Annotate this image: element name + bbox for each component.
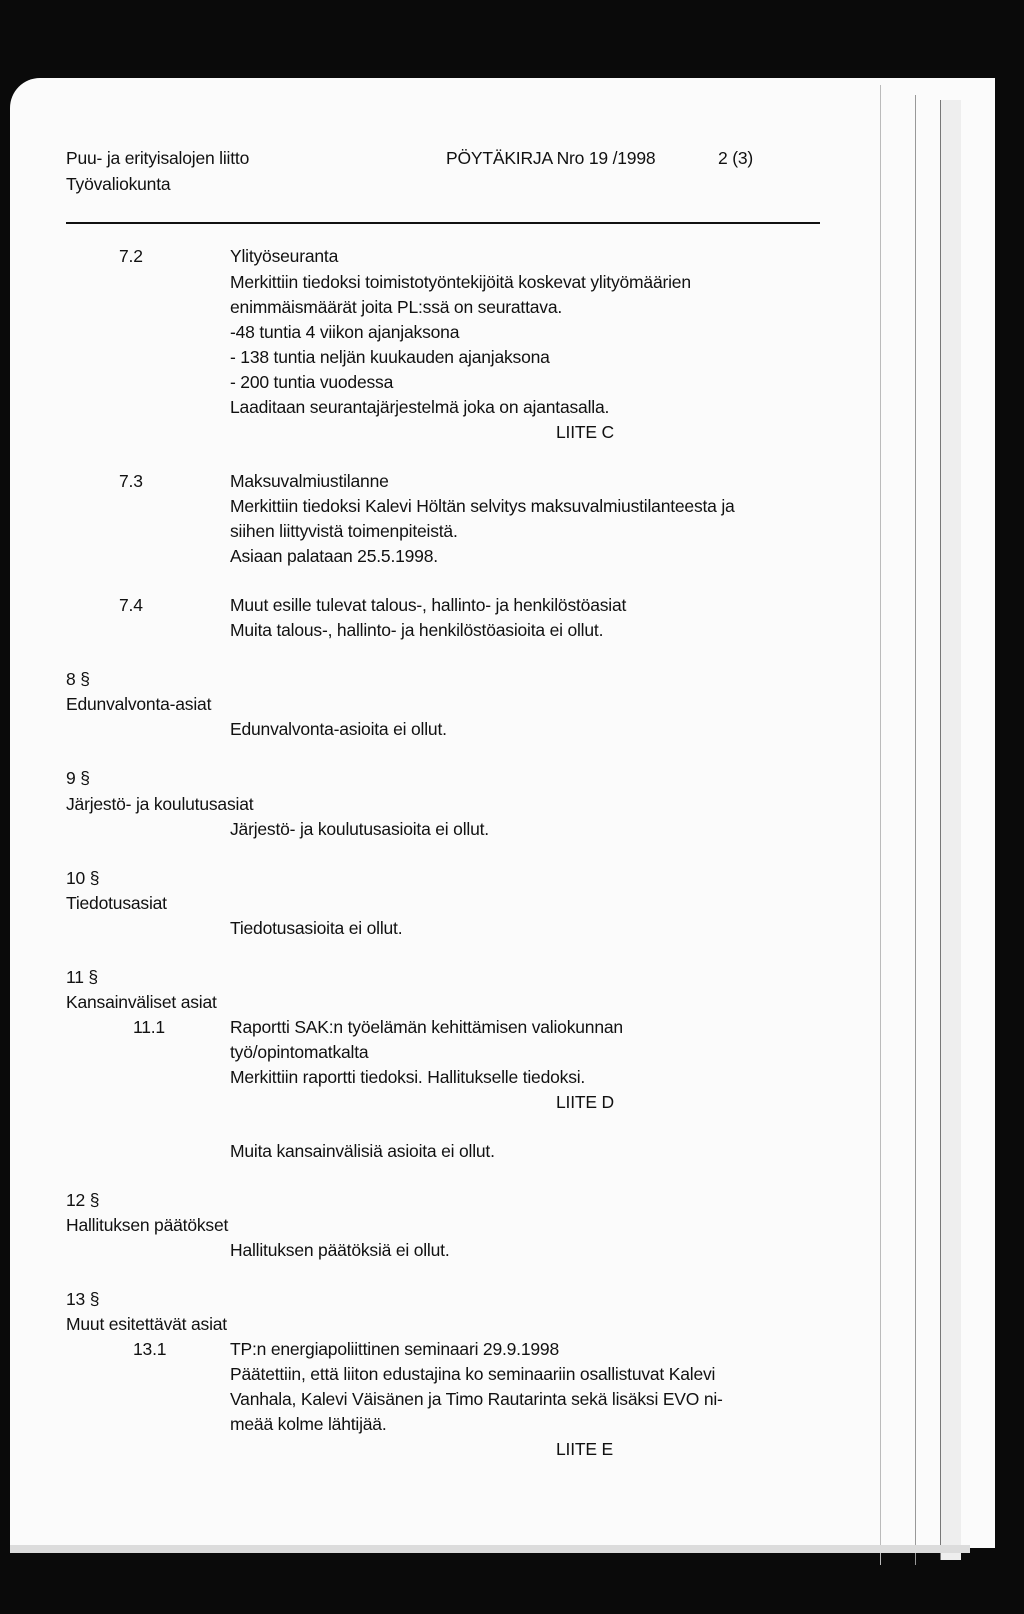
paragraph-number: 9 § [66, 768, 90, 788]
body-line: Laaditaan seurantajärjestelmä joka on ajantasalla. [230, 397, 610, 417]
section-title: TP:n energiapoliittinen seminaari 29.9.1998 [230, 1339, 559, 1359]
body-line: Muita talous-, hallinto- ja henkilöstöasioita ei ollut. [230, 620, 604, 640]
body-line: - 138 tuntia neljän kuukauden ajanjaksona [230, 347, 550, 367]
paragraph-number: 13 § [66, 1289, 100, 1309]
paragraph-number: 10 § [66, 868, 100, 888]
paragraph-title: Tiedotusasiat [66, 893, 167, 913]
paragraph-title: Hallituksen päätökset [66, 1215, 229, 1235]
paragraph-title: Muut esitettävät asiat [66, 1314, 227, 1334]
body-line: Päätettiin, että liiton edustajina ko seminaariin osallistuvat Kalevi [230, 1364, 716, 1384]
body-line: Muita kansainvälisiä asioita ei ollut. [230, 1141, 495, 1161]
body-line: meää kolme lähtijää. [230, 1414, 387, 1434]
attachment-ref: LIITE C [556, 422, 614, 442]
body-line: Merkittiin tiedoksi toimistotyöntekijöitä koskevat ylityömäärien [230, 272, 691, 292]
section-title: Raportti SAK:n työelämän kehittämisen valiokunnan [230, 1017, 623, 1037]
body-line: Tiedotusasioita ei ollut. [230, 918, 403, 938]
body-line: siihen liittyvistä toimenpiteistä. [230, 521, 458, 541]
page-edge [940, 100, 961, 1560]
body-line: Merkittiin tiedoksi Kalevi Höltän selvitys maksuvalmiustilanteesta ja [230, 496, 735, 516]
page-number: 2 (3) [718, 148, 753, 168]
paragraph-number: 11 § [66, 967, 98, 987]
org-name: Puu- ja erityisalojen liitto [66, 148, 250, 168]
attachment-ref: LIITE D [556, 1092, 614, 1112]
body-line: Hallituksen päätöksiä ei ollut. [230, 1240, 450, 1260]
section-number: 13.1 [133, 1339, 167, 1359]
body-line: - 200 tuntia vuodessa [230, 372, 394, 392]
paragraph-number: 12 § [66, 1190, 100, 1210]
paragraph-title: Järjestö- ja koulutusasiat [66, 794, 254, 814]
section-title: Maksuvalmiustilanne [230, 471, 389, 491]
body-line: Järjestö- ja koulutusasioita ei ollut. [230, 819, 489, 839]
section-number: 7.3 [119, 471, 143, 491]
header-divider [66, 222, 820, 224]
committee-name: Työvaliokunta [66, 174, 171, 194]
body-line: Merkittiin raportti tiedoksi. Hallitukselle tiedoksi. [230, 1067, 586, 1087]
section-title: Muut esille tulevat talous-, hallinto- ja henkilöstöasiat [230, 595, 627, 615]
body-line: Edunvalvonta-asioita ei ollut. [230, 719, 447, 739]
paragraph-title: Kansainväliset asiat [66, 992, 217, 1012]
paragraph-title: Edunvalvonta-asiat [66, 694, 212, 714]
body-line: -48 tuntia 4 viikon ajanjaksona [230, 322, 460, 342]
section-title: Ylityöseuranta [230, 246, 339, 266]
section-number: 7.2 [119, 246, 143, 266]
document-title: PÖYTÄKIRJA Nro 19 /1998 [446, 148, 656, 168]
section-number: 7.4 [119, 595, 143, 615]
body-line: Asiaan palataan 25.5.1998. [230, 546, 438, 566]
body-line: työ/opintomatkalta [230, 1042, 369, 1062]
paragraph-number: 8 § [66, 669, 90, 689]
section-number: 11.1 [133, 1017, 165, 1037]
body-line: Vanhala, Kalevi Väisänen ja Timo Rautarinta sekä lisäksi EVO ni- [230, 1389, 723, 1409]
page-bottom-edge [10, 1545, 970, 1553]
body-line: enimmäismäärät joita PL:ssä on seurattava. [230, 297, 563, 317]
attachment-ref: LIITE E [556, 1439, 613, 1459]
